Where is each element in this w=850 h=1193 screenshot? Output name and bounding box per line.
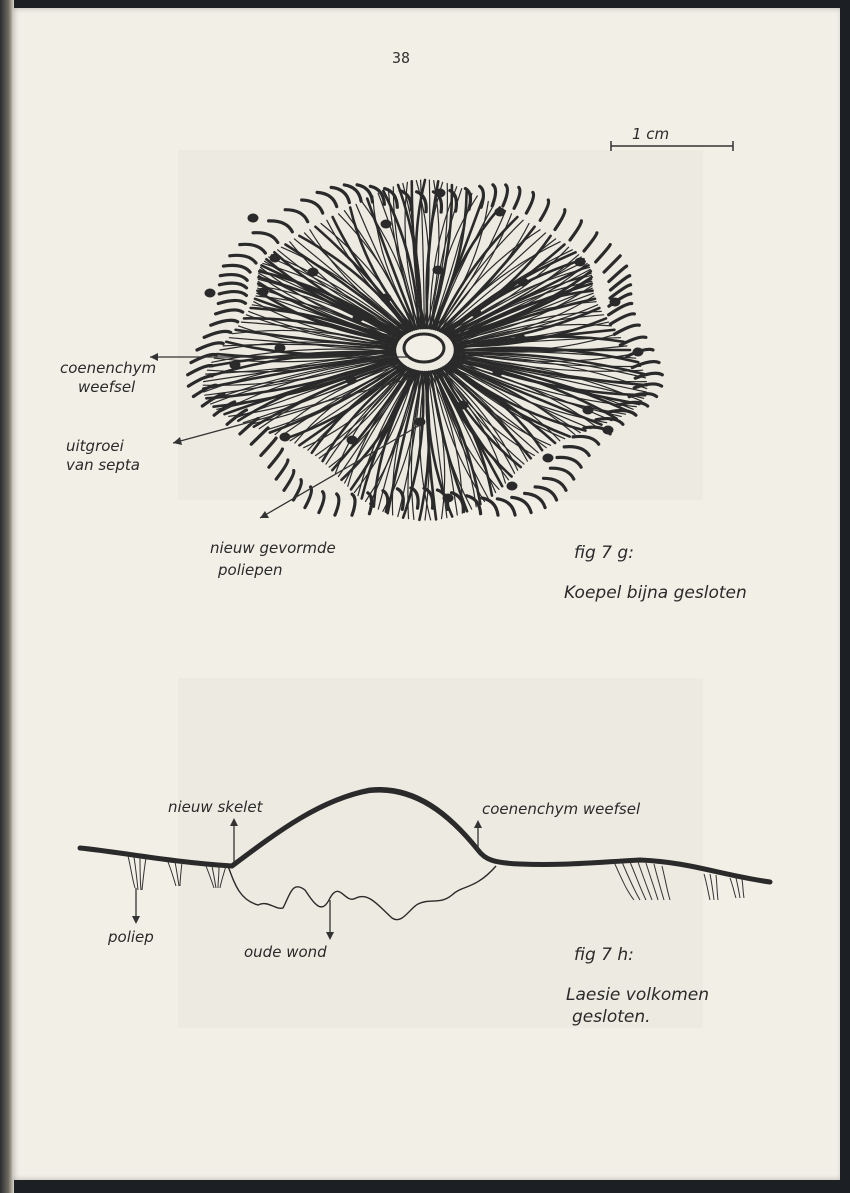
figure-g-caption-text: Koepel bijna gesloten: [564, 583, 747, 603]
polyp-dot: [507, 482, 518, 491]
polyp-dot: [346, 376, 357, 385]
polyp-dot: [230, 361, 241, 370]
label-coenenchym-weefsel: coenenchym weefsel: [482, 800, 641, 818]
figure-h-caption-line1: Laesie volkomen: [566, 985, 710, 1005]
polyp-dot: [381, 294, 392, 303]
label-coenenchym-line2: weefsel: [78, 378, 136, 396]
page-number: 38: [392, 49, 411, 67]
polyp-dot: [353, 314, 364, 323]
polyp-dot: [258, 288, 269, 297]
fringe-line: [497, 499, 515, 515]
scale-bar: [611, 125, 733, 151]
label-uitgroei-line2: van septa: [66, 456, 140, 474]
polyp-dot: [458, 401, 469, 410]
polyp-dot: [583, 406, 594, 415]
polyp-dot: [280, 433, 291, 442]
label-poliep: poliep: [108, 928, 154, 946]
polyp-dot: [575, 258, 586, 267]
label-nieuw-poliepen-line2: poliepen: [218, 561, 283, 579]
label-nieuw-skelet: nieuw skelet: [168, 798, 263, 816]
label-oude-wond: oude wond: [244, 943, 327, 961]
polyp-dot: [603, 426, 614, 435]
label-nieuw-poliepen-line1: nieuw gevormde: [210, 539, 336, 557]
polyp-dot: [495, 208, 506, 217]
figure-g-caption-title: fig 7 g:: [574, 543, 634, 563]
polyp-dot: [308, 268, 319, 277]
polyp-dot: [248, 214, 259, 223]
polyp-dot: [275, 344, 286, 353]
polyp-dot: [205, 289, 216, 298]
polyp-dot: [610, 298, 621, 307]
polyp-dot: [515, 334, 526, 343]
polyp-dot: [518, 278, 529, 287]
label-uitgroei-line1: uitgroei: [66, 437, 124, 455]
polyp-dot: [435, 189, 446, 198]
central-wound: [404, 334, 444, 362]
figure-h-caption-line2: gesloten.: [572, 1007, 651, 1027]
polyp-dot: [471, 309, 482, 318]
figure-h-caption-title: fig 7 h:: [574, 945, 634, 965]
polyp-dot: [493, 368, 504, 377]
label-coenenchym-line1: coenenchym: [60, 359, 157, 377]
polyp-dot: [433, 266, 444, 275]
polyp-dot: [270, 254, 281, 263]
polyp-dot: [443, 494, 454, 503]
polyp-dot: [381, 220, 392, 229]
polyp-dot: [347, 436, 358, 445]
polyp-dot: [633, 348, 644, 357]
polyp-dot: [543, 454, 554, 463]
scale-bar-label: 1 cm: [632, 125, 670, 143]
